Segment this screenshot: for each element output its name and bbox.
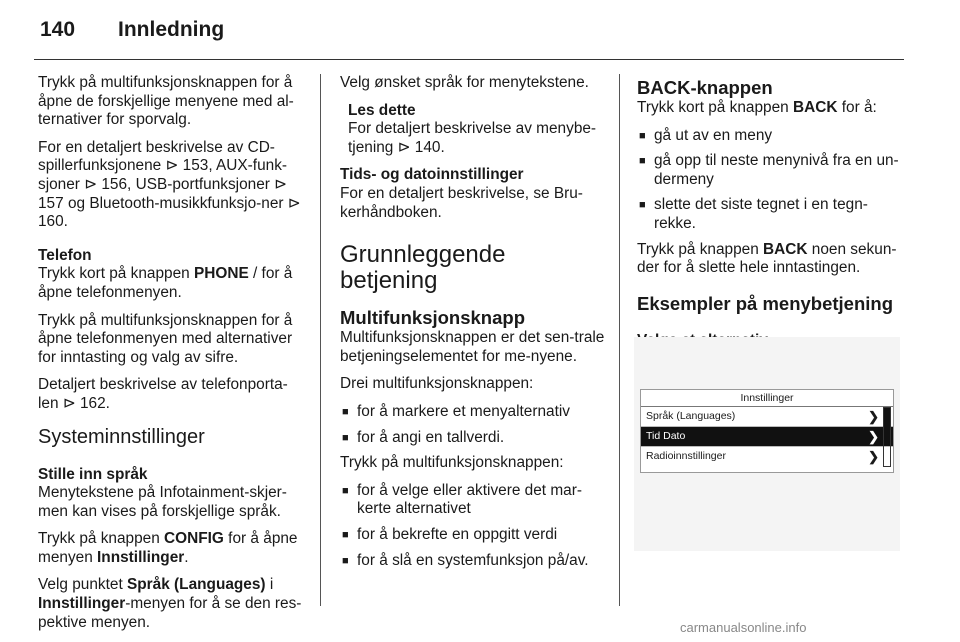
paragraph: Trykk på multifunksjonsknappen: bbox=[340, 454, 564, 472]
menu-row-selected: Tid Dato ❯ bbox=[641, 427, 893, 447]
paragraph: Trykk kort på knappen PHONE / for å åpne telefonmenyen. bbox=[38, 265, 293, 301]
menu-screen-figure bbox=[634, 337, 900, 551]
header-rule bbox=[34, 59, 904, 60]
page-number: 140 bbox=[40, 18, 76, 41]
chevron-right-icon: ❯ bbox=[868, 449, 879, 464]
subheading-tid: Tids- og datoinnstillinger bbox=[340, 166, 524, 184]
column-divider bbox=[619, 74, 620, 606]
chevron-right-icon: ❯ bbox=[868, 409, 879, 424]
menu-row: Radioinnstillinger ❯ bbox=[646, 449, 879, 464]
note-heading: Les dette bbox=[348, 101, 416, 119]
paragraph: Drei multifunksjonsknappen: bbox=[340, 375, 534, 393]
page-title: Innledning bbox=[118, 18, 225, 41]
list-item: ■ gå ut av en meny bbox=[637, 127, 909, 146]
paragraph: Velg ønsket språk for menytekstene. bbox=[340, 74, 589, 91]
subheading-multifunksjonsknapp: Multifunksjonsknapp bbox=[340, 307, 525, 329]
list-item: ■ for å markere et menyalternativ bbox=[340, 403, 608, 422]
paragraph: For en detaljert beskrivelse av CD-spillerfunksjonene ⊳ 153, AUX-funk-sjoner ⊳ 156, USB-portfunksjoner ⊳ 157 og Bluetooth-musikkfunksjo-ner ⊳ 160. bbox=[38, 138, 301, 231]
list-item: ■ for å velge eller aktivere det mar-kerte alternativet bbox=[340, 482, 608, 519]
paragraph: Multifunksjonsknappen er det sen-trale betjeningselementet for me-nyene. bbox=[340, 329, 605, 365]
section-heading-telefon: Telefon bbox=[38, 246, 92, 264]
paragraph: Menytekstene på Infotainment-skjer-men kan vises på forskjellige språk. bbox=[38, 484, 287, 520]
list-item: ■ for å bekrefte en oppgitt verdi bbox=[340, 526, 608, 545]
column-2 bbox=[340, 74, 608, 577]
paragraph: Velg punktet Språk (Languages) i Innstillinger-menyen for å se den res-pektive menyen. bbox=[38, 576, 302, 631]
paragraph: Trykk på multifunksjonsknappen for å åpne telefonmenyen med alternativer for inntasting og valg av sifre. bbox=[38, 311, 293, 366]
note-text: For detaljert beskrivelse av menybe-tjening ⊳ 140. bbox=[348, 120, 597, 156]
subheading-sprak: Stille inn språk bbox=[38, 465, 148, 483]
paragraph: Detaljert beskrivelse av telefonporta-len ⊳ 162. bbox=[38, 376, 288, 412]
bullet-list bbox=[340, 403, 608, 447]
infotainment-screen bbox=[640, 389, 894, 473]
page-header bbox=[40, 18, 224, 42]
menu-row: Språk (Languages) ❯ bbox=[641, 407, 893, 427]
screen-title: Innstillinger bbox=[641, 390, 893, 407]
paragraph: Trykk på multifunksjonsknappen for å åpne de forskjellige menyene med al-ternativer for sporvalg. bbox=[38, 74, 294, 129]
scrollbar-thumb bbox=[884, 408, 890, 446]
list-item: ■ for å angi en tallverdi. bbox=[340, 429, 608, 448]
subheading-eksempler: Eksempler på menybetjening bbox=[637, 292, 894, 314]
watermark: carmanualsonline.info bbox=[680, 620, 807, 635]
bullet-list bbox=[637, 127, 909, 234]
chevron-right-icon: ❯ bbox=[868, 429, 879, 444]
bullet-list bbox=[340, 482, 608, 570]
scrollbar bbox=[883, 407, 891, 467]
paragraph: Trykk på knappen BACK noen sekun-der for å slette hele inntastingen. bbox=[637, 240, 897, 277]
column-1 bbox=[38, 74, 306, 641]
list-item: ■ slette det siste tegnet i en tegn-rekke. bbox=[637, 196, 909, 233]
section-heading-grunnleggende: Grunnleggende betjening bbox=[340, 241, 506, 295]
column-3 bbox=[637, 74, 909, 350]
paragraph: Trykk kort på knappen BACK for å: bbox=[637, 99, 877, 116]
subheading-back: BACK-knappen bbox=[637, 77, 773, 98]
paragraph: Trykk på knappen CONFIG for å åpne menyen Innstillinger. bbox=[38, 530, 298, 566]
list-item: ■ for å slå en systemfunksjon på/av. bbox=[340, 552, 608, 571]
list-item: ■ gå opp til neste menynivå fra en un-dermeny bbox=[637, 152, 909, 189]
section-heading-systeminnstillinger: Systeminnstillinger bbox=[38, 425, 205, 448]
column-divider bbox=[320, 74, 321, 606]
paragraph: For en detaljert beskrivelse, se Bru-kerhåndboken. bbox=[340, 184, 583, 221]
